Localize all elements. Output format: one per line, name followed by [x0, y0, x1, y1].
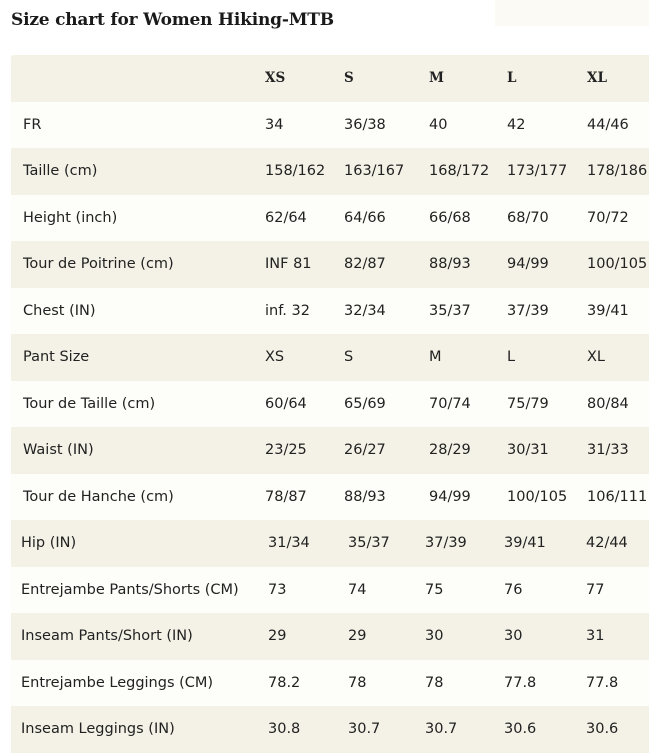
cell-xs: 31/34	[268, 535, 310, 552]
cell-m: 30.7	[425, 721, 458, 738]
table-row	[11, 520, 649, 567]
cell-l: L	[507, 349, 516, 366]
table-row	[11, 241, 649, 288]
cell-m: 35/37	[429, 302, 471, 319]
cell-l: 77.8	[504, 674, 537, 691]
cell-m: 40	[429, 116, 448, 133]
cell-xs: 34	[265, 116, 284, 133]
cell-xl: 31/33	[587, 442, 629, 459]
cell-s: 32/34	[344, 302, 386, 319]
cell-xs: 78/87	[265, 488, 307, 505]
row-label: Tour de Poitrine (cm)	[23, 256, 174, 273]
cell-l: 76	[504, 581, 523, 598]
cell-l: 42	[507, 116, 526, 133]
cell-s: 30.7	[348, 721, 381, 738]
cell-xs: 60/64	[265, 395, 307, 412]
header-cell-l: L	[507, 70, 517, 87]
cell-l: 100/105	[507, 488, 568, 505]
cell-xs: 30.8	[268, 721, 301, 738]
cell-s: 78	[348, 674, 367, 691]
table-row	[11, 195, 649, 242]
cell-xs: inf. 32	[265, 302, 310, 319]
table-row	[11, 288, 649, 335]
cell-l: 75/79	[507, 395, 549, 412]
cell-l: 39/41	[504, 535, 546, 552]
row-label: Chest (IN)	[23, 302, 96, 319]
table-row	[11, 148, 649, 195]
header-cell-xs: XS	[265, 70, 286, 87]
cell-xs: XS	[265, 349, 285, 366]
title-band	[495, 0, 649, 26]
cell-s: 88/93	[344, 488, 386, 505]
cell-m: 168/172	[429, 163, 490, 180]
row-label: Inseam Pants/Short (IN)	[21, 628, 193, 645]
cell-m: 70/74	[429, 395, 471, 412]
cell-m: 94/99	[429, 488, 471, 505]
cell-xl: 31	[586, 628, 605, 645]
cell-xs: 158/162	[265, 163, 326, 180]
cell-xl: 178/186	[587, 163, 648, 180]
cell-xs: INF 81	[265, 256, 312, 273]
cell-xl: 80/84	[587, 395, 629, 412]
cell-m: M	[429, 349, 442, 366]
header-cell-m: M	[429, 70, 444, 87]
cell-xs: 78.2	[268, 674, 301, 691]
page-title: Size chart for Women Hiking-MTB	[11, 10, 334, 30]
header-cell-s: S	[344, 70, 354, 87]
cell-xl: 42/44	[586, 535, 628, 552]
row-label: Tour de Taille (cm)	[23, 395, 156, 412]
table-header-row	[11, 55, 649, 102]
table-row	[11, 474, 649, 521]
cell-l: 37/39	[507, 302, 549, 319]
cell-m: 75	[425, 581, 444, 598]
row-label: Pant Size	[23, 349, 90, 366]
cell-s: 74	[348, 581, 367, 598]
cell-s: S	[344, 349, 354, 366]
table-row	[11, 334, 649, 381]
cell-m: 37/39	[425, 535, 467, 552]
cell-l: 173/177	[507, 163, 568, 180]
table-row	[11, 381, 649, 428]
size-chart-table	[11, 55, 649, 753]
cell-xl: 77.8	[586, 674, 619, 691]
cell-xs: 62/64	[265, 209, 307, 226]
cell-m: 78	[425, 674, 444, 691]
cell-xl: 44/46	[587, 116, 629, 133]
cell-s: 82/87	[344, 256, 386, 273]
row-label: FR	[23, 116, 42, 133]
cell-s: 36/38	[344, 116, 386, 133]
row-label: Taille (cm)	[23, 163, 98, 180]
cell-xl: 39/41	[587, 302, 629, 319]
cell-m: 66/68	[429, 209, 471, 226]
table-body	[11, 102, 649, 753]
cell-l: 94/99	[507, 256, 549, 273]
row-label: Inseam Leggings (IN)	[21, 721, 175, 738]
cell-s: 64/66	[344, 209, 386, 226]
cell-s: 35/37	[348, 535, 390, 552]
row-label: Entrejambe Pants/Shorts (CM)	[21, 581, 239, 598]
row-label: Tour de Hanche (cm)	[23, 488, 174, 505]
cell-xl: 77	[586, 581, 605, 598]
cell-l: 30	[504, 628, 523, 645]
table-row	[11, 660, 649, 707]
cell-l: 30/31	[507, 442, 549, 459]
cell-l: 30.6	[504, 721, 537, 738]
cell-xl: 100/105	[587, 256, 648, 273]
row-label: Entrejambe Leggings (CM)	[21, 674, 214, 691]
cell-m: 28/29	[429, 442, 471, 459]
table-row	[11, 102, 649, 149]
table-row	[11, 427, 649, 474]
cell-xs: 73	[268, 581, 287, 598]
cell-l: 68/70	[507, 209, 549, 226]
row-label: Waist (IN)	[23, 442, 94, 459]
cell-s: 163/167	[344, 163, 405, 180]
cell-xl: XL	[587, 349, 606, 366]
cell-s: 29	[348, 628, 367, 645]
cell-m: 30	[425, 628, 444, 645]
row-label: Height (inch)	[23, 209, 118, 226]
cell-xs: 29	[268, 628, 287, 645]
header-cell-xl: XL	[587, 70, 607, 87]
table-row	[11, 567, 649, 614]
cell-xl: 30.6	[586, 721, 619, 738]
cell-m: 88/93	[429, 256, 471, 273]
row-label: Hip (IN)	[21, 535, 77, 552]
table-row	[11, 613, 649, 660]
cell-xl: 106/111	[587, 488, 648, 505]
cell-xs: 23/25	[265, 442, 307, 459]
cell-s: 65/69	[344, 395, 386, 412]
cell-xl: 70/72	[587, 209, 629, 226]
cell-s: 26/27	[344, 442, 386, 459]
